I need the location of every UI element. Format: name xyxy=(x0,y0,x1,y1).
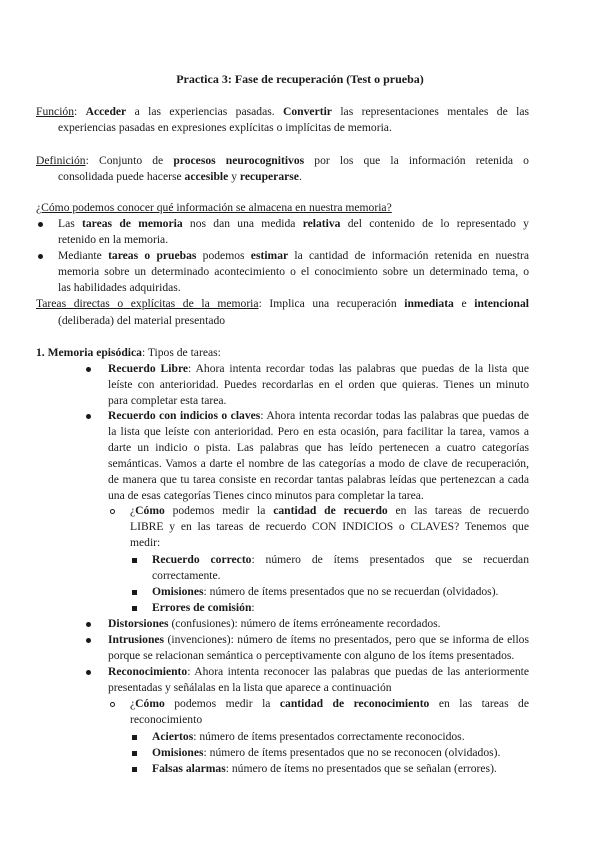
bullet-icon xyxy=(86,367,91,372)
como-recuerdo-line-1: ¿Cómo podemos medir la cantidad de recuerdo en las tareas de recuerdo xyxy=(130,504,529,517)
recuerdo-libre-line-3: para completar esta tarea. xyxy=(108,394,227,407)
recuerdo-correcto-line-1: Recuerdo correcto: número de ítems presentados que se recuerdan xyxy=(152,553,529,566)
aciertos: Aciertos: número de ítems presentados correctamente reconocidos. xyxy=(152,730,465,743)
square-bullet-icon xyxy=(132,606,137,611)
bullet-icon xyxy=(38,222,43,227)
bullet-icon xyxy=(86,414,91,419)
bullet-2-line-3: las habilidades adquiridas. xyxy=(58,281,181,294)
bullet-1-line-1: Las tareas de memoria nos dan una medida relativa del contenido de lo representado y xyxy=(58,217,529,230)
question-heading: ¿Cómo podemos conocer qué información se almacena en nuestra memoria? xyxy=(36,201,392,214)
tareas-directas-line-1: Tareas directas o explícitas de la memoria: Implica una recuperación inmediata e intencional xyxy=(36,297,529,310)
recuerdo-indicios-line-5: de manera que tu tarea consiste en recordar tantas palabras leídas que pertenezcan a cada xyxy=(108,473,529,486)
recuerdo-indicios-line-4: semánticas. Vamos a darte el nombre de las categorías a modo de clave de recuperación, xyxy=(108,457,529,470)
definicion-line-1: Definición: Conjunto de procesos neurocognitivos por los que la información retenida o xyxy=(36,154,529,167)
recuerdo-libre-line-2: leíste con anterioridad. Puedes recordarlas en el orden que quieras. Tienes un minuto xyxy=(108,378,529,391)
como-reconocimiento-line-2: reconocimiento xyxy=(130,713,203,726)
como-recuerdo-line-3: medir: xyxy=(130,536,161,549)
funcion-label: Función xyxy=(36,105,75,118)
recuerdo-indicios-line-3: darte un indicio o pista. Las palabras que has leído pertenecen a cuatro categorías xyxy=(108,441,529,454)
circle-bullet-icon xyxy=(110,509,115,514)
bullet-2-line-1: Mediante tareas o pruebas podemos estimar la cantidad de información retenida en nuestra xyxy=(58,249,529,262)
funcion-line-1: Función: Acceder a las experiencias pasadas. Convertir las representaciones mentales de las xyxy=(36,105,530,118)
definicion-label: Definición xyxy=(36,154,86,167)
square-bullet-icon xyxy=(132,751,137,756)
reconocimiento-line-1: Reconocimiento: Ahora intenta reconocer las palabras que puedas de las anteriormente xyxy=(108,665,529,678)
tareas-directas-line-2: (deliberada) del material presentado xyxy=(58,314,226,327)
bullet-icon xyxy=(86,622,91,627)
reconocimiento-line-2: presentadas y señálalas en la lista que aparece a continuación xyxy=(108,681,392,694)
recuerdo-correcto-line-2: correctamente. xyxy=(152,569,221,582)
section-1-heading: 1. Memoria episódica: Tipos de tareas: xyxy=(36,346,221,359)
circle-bullet-icon xyxy=(110,702,115,707)
bullet-icon xyxy=(86,638,91,643)
bullet-icon xyxy=(38,254,43,259)
omisiones-recuerdo: Omisiones: número de ítems presentados que no se recuerdan (olvidados). xyxy=(152,585,499,598)
recuerdo-indicios-line-1: Recuerdo con indicios o claves: Ahora intenta recordar todas las palabras que puedas de xyxy=(108,409,530,422)
square-bullet-icon xyxy=(132,590,137,595)
omisiones-reconocimiento: Omisiones: número de ítems presentados que no se reconocen (olvidados). xyxy=(152,746,501,759)
square-bullet-icon xyxy=(132,735,137,740)
como-reconocimiento-line-1: ¿Cómo podemos medir la cantidad de reconocimiento en las tareas de xyxy=(130,697,529,710)
falsas-alarmas: Falsas alarmas: número de ítems no presentados que se señalan (errores). xyxy=(152,762,497,775)
distorsiones: Distorsiones (confusiones): número de ítems erróneamente recordados. xyxy=(108,617,441,630)
funcion-line-2: experiencias pasadas en expresiones explícitas o implícitas de memoria. xyxy=(58,121,392,134)
recuerdo-indicios-line-2: la lista que leíste con anterioridad. Pero en esta ocasión, para facilitar la tarea, vamos a xyxy=(108,425,529,438)
errores-comision: Errores de comisión: xyxy=(152,601,255,614)
square-bullet-icon xyxy=(132,767,137,772)
definicion-line-2: consolidada puede hacerse accesible y recuperarse. xyxy=(58,170,302,183)
tareas-directas-label: Tareas directas o explícitas de la memoria xyxy=(36,297,259,310)
recuerdo-indicios-line-6: una de esas categorías Tienes cinco minutos para completar la tarea. xyxy=(108,489,424,502)
intrusiones-line-2: porque se relacionan semántica o perceptivamente con alguno de los ítems presentados. xyxy=(108,649,515,662)
bullet-2-line-2: memoria sobre un determinado acontecimiento o el conocimiento sobre un determinado tema, o xyxy=(58,265,529,278)
square-bullet-icon xyxy=(132,558,137,563)
bullet-icon xyxy=(86,670,91,675)
bullet-1-line-2: retenido en la memoria. xyxy=(58,233,169,246)
como-recuerdo-line-2: LIBRE y en las tareas de recuerdo CON INDICIOS o CLAVES? Tenemos que xyxy=(130,520,529,533)
intrusiones-line-1: Intrusiones (invenciones): número de ítems no presentados, pero que se informa de ellos xyxy=(108,633,529,646)
page-title: Practica 3: Fase de recuperación (Test o prueba) xyxy=(176,72,424,86)
recuerdo-libre-line-1: Recuerdo Libre: Ahora intenta recordar todas las palabras que puedas de la lista que xyxy=(108,362,529,375)
